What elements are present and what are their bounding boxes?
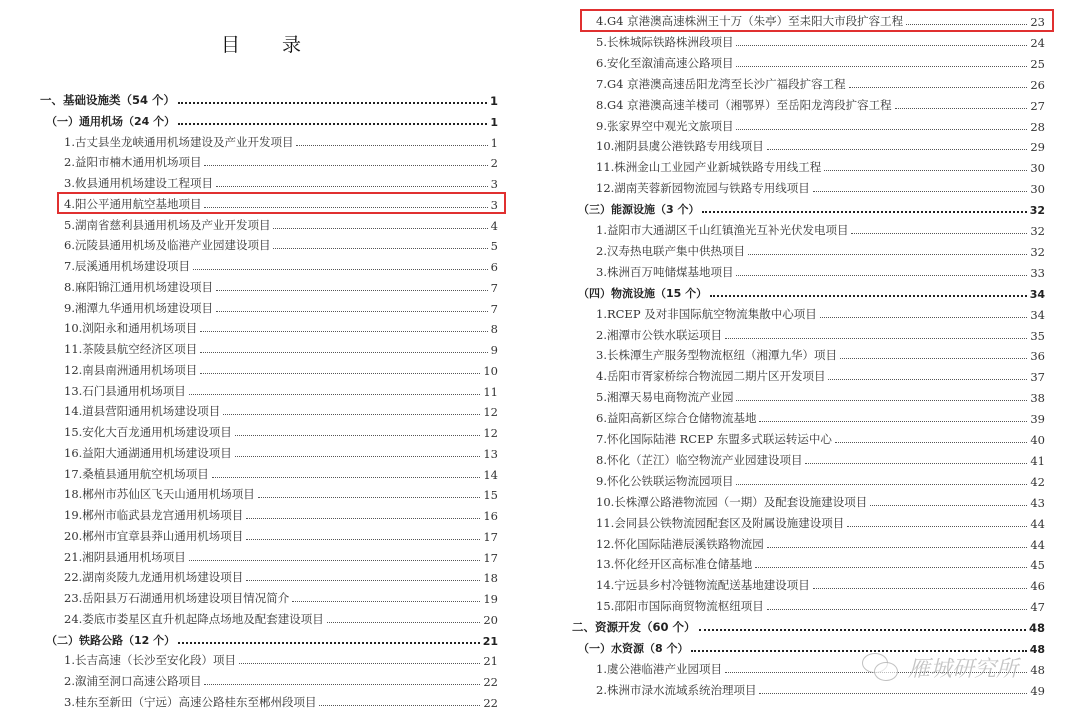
toc-entry-page: 39	[1030, 412, 1045, 427]
watermark-text: 雁城研究所	[908, 657, 1019, 682]
toc-entry-page: 5	[490, 239, 498, 254]
toc-entry[interactable]	[596, 385, 1045, 405]
toc-entry-label: 1.RCEP 及对非国际航空物流集散中心项目	[596, 306, 817, 321]
dot-leader	[239, 663, 480, 664]
toc-entry-label: 17.桑植县通用航空机场项目	[64, 466, 209, 481]
toc-entry[interactable]	[596, 532, 1045, 552]
toc-entry-page: 30	[1030, 182, 1045, 197]
toc-entry-label: 15.邵阳市国际商贸物流枢纽项目	[596, 599, 764, 614]
toc-entry[interactable]	[596, 176, 1045, 196]
dot-leader	[813, 191, 1028, 192]
dot-leader	[246, 539, 480, 540]
toc-entry-label: 12.怀化国际陆港辰溪铁路物流园	[596, 536, 764, 551]
toc-entry-label: 10.浏阳永和通用机场项目	[64, 321, 198, 336]
dot-leader	[767, 547, 1028, 548]
toc-entry-page: 15	[483, 488, 498, 503]
toc-entry-label: 11.会同县公铁物流园配套区及附属设施建设项目	[596, 515, 845, 530]
toc-entry-label: 12.湖南芙蓉新园物流园与铁路专用线项目	[596, 181, 810, 196]
toc-entry-label: 4.岳阳市胥家桥综合物流园二期片区开发项目	[596, 369, 826, 384]
toc-entry[interactable]	[596, 573, 1045, 593]
dot-leader	[212, 477, 481, 478]
toc-entry[interactable]	[64, 337, 498, 357]
toc-entry-label: 1.虞公港临港产业园项目	[596, 661, 722, 676]
toc-entry-label: 19.郴州市临武县龙宫通用机场项目	[64, 508, 244, 522]
toc-entry[interactable]	[64, 607, 498, 627]
toc-entry[interactable]	[578, 197, 1045, 217]
toc-entry-page: 21	[483, 654, 498, 669]
dot-leader	[736, 129, 1027, 130]
dot-leader	[840, 358, 1027, 359]
dot-leader	[216, 311, 488, 312]
toc-entry-label: 3.株洲百万吨储煤基地项目	[596, 264, 734, 279]
toc-entry[interactable]	[64, 669, 498, 689]
toc-entry-page: 10	[483, 363, 498, 378]
dot-leader	[895, 108, 1028, 109]
toc-entry-page: 2	[490, 156, 498, 171]
toc-entry-page: 32	[1030, 224, 1045, 238]
toc-entry-label: 9.怀化公铁联运物流园项目	[596, 473, 734, 488]
dot-leader	[759, 421, 1027, 422]
toc-entry-label: 13.石门县通用机场项目	[64, 383, 186, 398]
toc-entry-label: 5.湘潭天易电商物流产业园	[596, 390, 734, 405]
toc-entry[interactable]	[596, 364, 1045, 384]
toc-entry-label: 14.宁远县乡村冷链物流配送基地建设项目	[596, 578, 810, 593]
dot-leader	[748, 254, 1027, 255]
toc-entry-page: 7	[490, 301, 498, 316]
toc-entry[interactable]	[64, 358, 498, 378]
toc-entry-page: 33	[1030, 265, 1045, 280]
toc-entry-label: 3.长株潭生产服务型物流枢纽（湘潭九华）项目	[596, 348, 837, 363]
toc-entry[interactable]	[64, 296, 498, 316]
toc-entry-label: 1.长吉高速（长沙至安化段）项目	[64, 653, 236, 668]
toc-entry[interactable]	[596, 448, 1045, 468]
toc-entry-page: 17	[483, 529, 498, 544]
dot-leader	[759, 693, 1027, 694]
dot-leader	[296, 145, 487, 146]
toc-entry[interactable]	[596, 30, 1045, 50]
wechat-icon	[862, 653, 902, 683]
toc-entry-label: 6.益阳高新区综合仓储物流基地	[596, 411, 757, 426]
dot-leader	[813, 588, 1028, 589]
toc-entry-label: 24.娄底市娄星区直升机起降点场地及配套建设项目	[64, 611, 324, 626]
toc-entry-page: 7	[490, 280, 498, 295]
toc-entry[interactable]	[64, 441, 498, 461]
toc-entry[interactable]	[64, 379, 498, 399]
dot-leader	[200, 352, 487, 353]
toc-entry-label: 6.安化至溆浦高速公路项目	[596, 55, 734, 70]
watermark	[862, 652, 1018, 683]
toc-entry[interactable]	[64, 130, 498, 150]
dot-leader	[824, 170, 1027, 171]
toc-entry[interactable]	[64, 482, 498, 502]
toc-entry-label: 2.湘潭市公铁水联运项目	[596, 327, 722, 342]
toc-entry[interactable]	[596, 594, 1045, 614]
toc-entry-label: 16.益阳大通湖通用机场建设项目	[64, 445, 232, 460]
toc-entry-label: 20.郴州市宜章县莽山通用机场项目	[64, 528, 244, 543]
dot-leader	[200, 331, 487, 332]
toc-entry-page: 12	[483, 405, 498, 420]
toc-entry-label: （四）物流设施（15 个）	[578, 286, 708, 300]
toc-entry[interactable]	[596, 51, 1045, 71]
toc-entry[interactable]	[596, 155, 1045, 175]
toc-entry-label: 7.辰溪通用机场建设项目	[64, 259, 190, 273]
toc-entry-label: 6.沅陵县通用机场及临港产业园建设项目	[64, 238, 271, 253]
toc-entry-page: 20	[483, 612, 498, 627]
toc-entry[interactable]	[64, 690, 498, 710]
toc-entry[interactable]	[64, 254, 498, 274]
dot-leader	[847, 526, 1027, 527]
toc-entry[interactable]	[596, 260, 1045, 280]
dot-leader	[699, 629, 1026, 631]
dot-leader	[200, 373, 480, 374]
dot-leader	[725, 338, 1027, 339]
toc-entry-page: 47	[1030, 600, 1045, 615]
dot-leader	[204, 684, 480, 685]
toc-entry[interactable]	[596, 323, 1045, 343]
dot-leader	[870, 505, 1027, 506]
dot-leader	[223, 414, 480, 415]
toc-entry-page: 19	[483, 592, 498, 606]
dot-leader	[216, 186, 488, 187]
toc-entry-label: 1.古丈县坐龙峡通用机场建设及产业开发项目	[64, 134, 294, 149]
toc-entry-page: 22	[483, 695, 498, 710]
dot-leader	[246, 518, 480, 519]
toc-entry-page: 18	[483, 571, 498, 586]
dot-leader	[235, 435, 481, 436]
toc-entry-page: 45	[1030, 558, 1045, 573]
toc-entry[interactable]	[64, 316, 498, 336]
toc-entry-label: 21.湘阴县通用机场项目	[64, 549, 186, 564]
dot-leader	[702, 211, 1026, 213]
toc-entry-label: 5.长株城际铁路株洲段项目	[596, 34, 734, 49]
toc-entry[interactable]	[46, 109, 498, 129]
dot-leader	[736, 275, 1027, 276]
toc-entry-page: 25	[1030, 56, 1045, 71]
toc-entry[interactable]	[64, 565, 498, 585]
dot-leader	[767, 609, 1028, 610]
dot-leader	[178, 102, 487, 104]
toc-entry-label: 7.怀化国际陆港 RCEP 东盟多式联运转运中心	[596, 432, 832, 446]
toc-entry-label: 9.张家界空中观光文旅项目	[596, 118, 734, 133]
toc-entry-label: 2.株洲市渌水流域系统治理项目	[596, 682, 757, 697]
toc-entry-page: 1	[490, 115, 498, 129]
toc-entry-page: 13	[483, 446, 498, 461]
toc-entry[interactable]	[596, 72, 1045, 92]
toc-entry-label: 1.益阳市大通湖区千山红镇渔光互补光伏发电项目	[596, 223, 849, 237]
toc-entry-label: （一）通用机场（24 个）	[46, 114, 176, 128]
toc-entry-label: 22.湖南炎陵九龙通用机场建设项目	[64, 570, 244, 585]
toc-entry-label: 14.道县营阳通用机场建设项目	[64, 404, 221, 419]
toc-entry-label: （三）能源设施（3 个）	[578, 203, 700, 217]
toc-entry-label: 11.株洲金山工业园产业新城铁路专用线工程	[596, 160, 822, 175]
toc-entry-page: 48	[1028, 621, 1045, 636]
dot-leader	[204, 207, 487, 208]
toc-entry-label: 2.汉寿热电联产集中供热项目	[596, 243, 745, 258]
toc-entry[interactable]	[64, 462, 498, 482]
toc-entry-label: 13.怀化经开区高标准仓储基地	[596, 557, 753, 572]
toc-entry-label: 3.攸县通用机场建设工程项目	[64, 176, 213, 190]
toc-entry-page: 46	[1030, 579, 1045, 594]
toc-entry-page: 8	[490, 322, 498, 337]
toc-entry-page: 24	[1030, 35, 1045, 50]
toc-entry[interactable]	[64, 648, 498, 668]
toc-title: 目 录	[220, 34, 320, 56]
toc-entry[interactable]	[596, 343, 1045, 363]
dot-leader	[805, 463, 1027, 464]
dot-leader	[273, 228, 487, 229]
dot-leader	[216, 290, 488, 291]
toc-entry-page: 32	[1029, 204, 1045, 218]
dot-leader	[736, 484, 1027, 485]
dot-leader	[736, 400, 1027, 401]
toc-entry-label: 4.阳公平通用航空基地项目	[64, 196, 202, 211]
toc-entry[interactable]	[596, 239, 1045, 259]
toc-entry[interactable]	[596, 406, 1045, 426]
toc-entry-page: 49	[1030, 683, 1045, 698]
toc-entry-page: 41	[1030, 453, 1045, 468]
toc-entry-page: 23	[1030, 15, 1045, 29]
toc-entry-label: 7.G4 京港澳高速岳阳龙湾至长沙广福段扩容工程	[596, 76, 846, 91]
toc-entry-page: 22	[483, 675, 498, 689]
toc-entry-label: 2.溆浦至洞口高速公路项目	[64, 674, 202, 688]
dot-leader	[189, 394, 481, 395]
dot-leader	[189, 560, 481, 561]
toc-entry-page: 27	[1030, 98, 1045, 113]
toc-entry-page: 34	[1029, 287, 1045, 301]
toc-entry-page: 1	[490, 135, 498, 150]
dot-leader	[767, 149, 1028, 150]
toc-entry-label: 8.怀化（芷江）临空物流产业园建设项目	[596, 452, 803, 467]
toc-entry[interactable]	[596, 490, 1045, 510]
toc-entry-label: 11.茶陵县航空经济区项目	[64, 342, 198, 356]
dot-leader	[246, 580, 480, 581]
dot-leader	[849, 87, 1028, 88]
toc-entry-label: 18.郴州市苏仙区飞天山通用机场项目	[64, 487, 255, 502]
toc-page-right	[540, 0, 1080, 720]
toc-entry[interactable]	[64, 503, 498, 523]
dot-leader	[235, 456, 481, 457]
toc-entry-page: 34	[1030, 307, 1045, 322]
toc-entry-label: 4.G4 京港澳高速株洲王十万（朱亭）至耒阳大市段扩容工程	[596, 14, 904, 28]
toc-entry-label: 二、资源开发（60 个）	[572, 620, 696, 635]
toc-entry-label: 12.南县南洲通用机场项目	[64, 362, 198, 377]
toc-entry[interactable]	[64, 171, 498, 191]
toc-entry-page: 12	[483, 426, 498, 440]
toc-entry-page: 14	[483, 467, 498, 482]
toc-entry-label: 2.益阳市楠木通用机场项目	[64, 155, 202, 170]
toc-entry-label: 一、基础设施类（54 个）	[40, 93, 176, 107]
toc-entry-label: 23.岳阳县万石湖通用机场建设项目情况简介	[64, 591, 290, 605]
toc-entry-page: 42	[1030, 474, 1045, 489]
toc-entry[interactable]	[596, 134, 1045, 154]
dot-leader	[204, 165, 487, 166]
dot-leader	[710, 295, 1027, 297]
toc-entry[interactable]	[596, 114, 1045, 134]
toc-entry[interactable]	[578, 281, 1045, 301]
toc-entry[interactable]	[596, 9, 1045, 29]
toc-entry-page: 3	[490, 177, 498, 191]
dot-leader	[193, 269, 488, 270]
toc-entry-page: 9	[490, 343, 498, 357]
toc-entry-page: 3	[490, 197, 498, 212]
toc-entry[interactable]	[64, 420, 498, 440]
toc-entry-page: 6	[490, 260, 498, 274]
toc-entry-page: 11	[483, 384, 498, 399]
toc-entry-page: 43	[1030, 495, 1045, 510]
toc-entry[interactable]	[596, 511, 1045, 531]
toc-entry-page: 38	[1030, 391, 1045, 406]
toc-entry-page: 35	[1030, 328, 1045, 343]
toc-entry-label: 9.湘潭九华通用机场建设项目	[64, 300, 213, 315]
toc-entry[interactable]	[64, 545, 498, 565]
toc-entry-label: 3.桂东至新田（宁远）高速公路桂东至郴州段项目	[64, 694, 317, 709]
dot-leader	[835, 442, 1027, 443]
toc-entry[interactable]	[596, 218, 1045, 238]
toc-entry-page: 48	[1029, 643, 1045, 656]
dot-leader	[906, 24, 1027, 25]
toc-entry[interactable]	[64, 524, 498, 544]
toc-entry[interactable]	[596, 469, 1045, 489]
dot-leader	[178, 123, 487, 125]
toc-entry-label: 10.长株潭公路港物流园（一期）及配套设施建设项目	[596, 494, 868, 509]
toc-entry-label: 15.安化大百龙通用机场建设项目	[64, 425, 232, 439]
dot-leader	[292, 601, 480, 602]
toc-entry-page: 26	[1030, 77, 1045, 92]
toc-entry[interactable]	[46, 628, 498, 648]
toc-entry-page: 28	[1030, 119, 1045, 134]
toc-entry-page: 44	[1030, 516, 1045, 531]
toc-entry-page: 17	[483, 550, 498, 565]
toc-entry-page: 40	[1030, 433, 1045, 447]
dot-leader	[851, 233, 1027, 234]
toc-entry[interactable]	[64, 233, 498, 253]
toc-entry-page: 16	[483, 509, 498, 523]
toc-entry-label: （一）水资源（8 个）	[578, 642, 689, 655]
toc-entry-page: 1	[489, 94, 498, 108]
toc-entry[interactable]	[572, 615, 1045, 635]
toc-entry[interactable]	[64, 399, 498, 419]
toc-entry[interactable]	[64, 213, 498, 233]
toc-entry-page: 36	[1030, 349, 1045, 364]
toc-entry[interactable]	[64, 275, 498, 295]
dot-leader	[178, 642, 480, 644]
dot-leader	[828, 379, 1027, 380]
dot-leader	[755, 567, 1027, 568]
dot-leader	[319, 705, 480, 706]
toc-entry-label: 8.G4 京港澳高速羊楼司（湘鄂界）至岳阳龙湾段扩容工程	[596, 97, 892, 112]
toc-entry-page: 21	[482, 634, 498, 648]
toc-entry-page: 30	[1030, 161, 1045, 176]
toc-entry[interactable]	[64, 586, 498, 606]
toc-entry[interactable]	[596, 427, 1045, 447]
toc-entry[interactable]	[596, 93, 1045, 113]
toc-entry-label: 5.湖南省慈利县通用机场及产业开发项目	[64, 217, 271, 232]
dot-leader	[820, 317, 1028, 318]
dot-leader	[273, 248, 487, 249]
toc-entry-label: （二）铁路公路（12 个）	[46, 633, 176, 647]
toc-entry-page: 44	[1030, 537, 1045, 552]
toc-entry-page: 29	[1030, 140, 1045, 155]
dot-leader	[327, 622, 481, 623]
toc-entry[interactable]	[596, 552, 1045, 572]
dot-leader	[736, 66, 1027, 67]
toc-entry-label: 8.麻阳锦江通用机场建设项目	[64, 279, 213, 294]
toc-entry[interactable]	[40, 88, 498, 108]
dot-leader	[736, 45, 1027, 46]
toc-entry-label: 10.湘阴县虞公港铁路专用线项目	[596, 139, 764, 154]
toc-entry-page: 48	[1030, 662, 1045, 677]
toc-entry-page: 4	[490, 218, 498, 233]
toc-entry[interactable]	[64, 150, 498, 170]
toc-entry[interactable]	[596, 302, 1045, 322]
dot-leader	[258, 497, 481, 498]
toc-entry-page: 32	[1030, 244, 1045, 259]
toc-entry-page: 37	[1030, 370, 1045, 385]
toc-entry[interactable]	[64, 192, 498, 212]
